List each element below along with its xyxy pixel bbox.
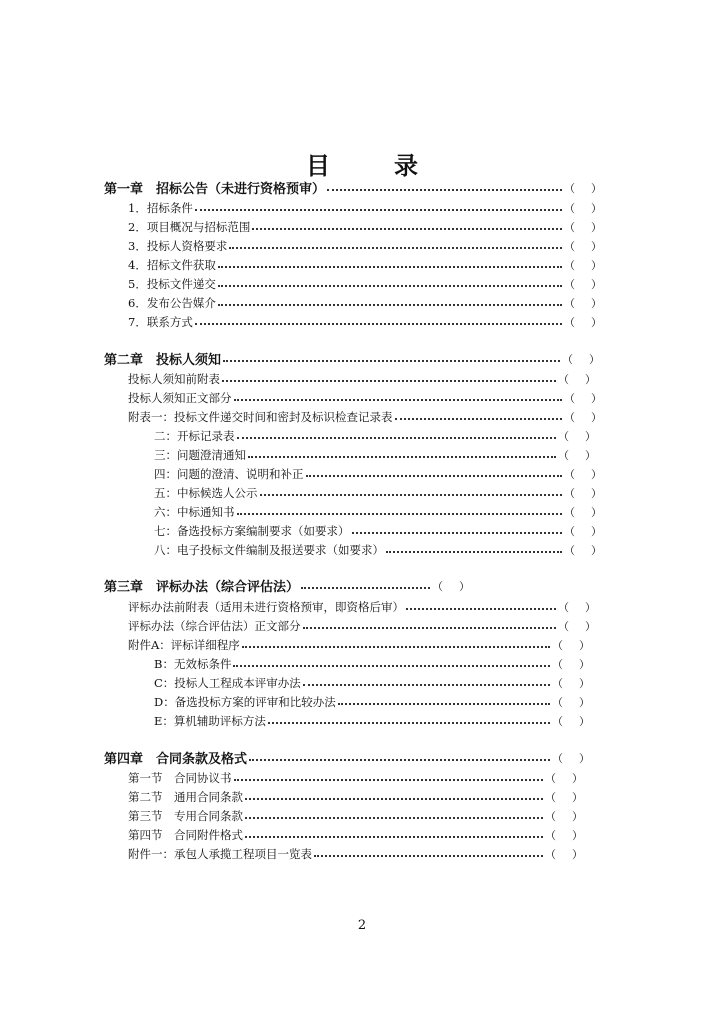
- page-number: 2: [357, 918, 367, 933]
- toc-entry-text: 3．投标人资格要求: [128, 238, 228, 253]
- toc-entry-text: 第三节 专用合同条款: [128, 808, 243, 823]
- toc-entry: 2．项目概况与招标范围 （ ）: [128, 219, 602, 234]
- toc-entry-text: 二：开标记录表: [154, 428, 235, 443]
- toc-entry: 7．联系方式 （ ）: [128, 314, 602, 329]
- toc-entry-text: 7．联系方式: [128, 314, 193, 329]
- toc-entry: 第二节 通用合同条款 （ ）: [128, 789, 583, 804]
- toc-entry: 三：问题澄清通知 （ ）: [154, 447, 596, 462]
- toc-entry-text: 投标人须知正文部分: [128, 390, 232, 405]
- toc-entry: 附表一：投标文件递交时间和密封及标识检查记录表 （ ）: [128, 409, 602, 424]
- toc-entry: 八：电子投标文件编制及报送要求（如要求） （ ）: [154, 542, 602, 557]
- toc-entry: 投标人须知前附表 （ ）: [128, 371, 596, 386]
- toc-entry-text: 八：电子投标文件编制及报送要求（如要求）: [154, 542, 384, 557]
- toc-chapter-2: 第二章 投标人须知 （ ）: [104, 349, 600, 368]
- toc-entry: 附件A：评标详细程序 （ ）: [128, 637, 590, 652]
- toc-entry-text: 4．招标文件获取: [128, 257, 216, 272]
- toc-entry-text: 投标人须知前附表: [128, 371, 220, 386]
- toc-entry: 投标人须知正文部分 （ ）: [128, 390, 602, 405]
- toc-entry-text: 第二节 通用合同条款: [128, 789, 243, 804]
- toc-entry: 评标办法（综合评估法）正文部分 （ ）: [128, 618, 596, 633]
- toc-entry: 七：备选投标方案编制要求（如要求） （ ）: [154, 523, 602, 538]
- toc-entry: 4．招标文件获取 （ ）: [128, 257, 602, 272]
- toc-entry-text: 5．投标文件递交: [128, 276, 216, 291]
- toc-entry-text: 第二章 投标人须知: [104, 353, 222, 368]
- toc-entry-text: D：备选投标方案的评审和比较办法: [154, 694, 336, 709]
- toc-entry-text: 评标办法（综合评估法）正文部分: [128, 618, 301, 633]
- toc-entry: 四：问题的澄清、说明和补正 （ ）: [154, 466, 602, 481]
- toc-entry-text: 附表一：投标文件递交时间和密封及标识检查记录表: [128, 409, 393, 424]
- toc-entry: 附件一：承包人承揽工程项目一览表 （ ）: [128, 846, 583, 861]
- toc-entry-text: 第一节 合同协议书: [128, 770, 232, 785]
- toc-entry: E：算机辅助评标方法 （ ）: [154, 713, 590, 728]
- toc-entry: 六：中标通知书 （ ）: [154, 504, 602, 519]
- page-title: 目 录: [306, 152, 438, 180]
- toc-chapter-3: 第三章 评标办法（综合评估法） （ ）: [104, 576, 470, 595]
- toc-entry-text: 四：问题的澄清、说明和补正: [154, 466, 304, 481]
- toc-entry-text: 2．项目概况与招标范围: [128, 219, 251, 234]
- toc-entry: 第四节 合同附件格式 （ ）: [128, 827, 583, 842]
- toc-entry-text: 五：中标候选人公示: [154, 485, 258, 500]
- toc-entry-text: C：投标人工程成本评审办法: [154, 675, 301, 690]
- toc-entry: 第三节 专用合同条款 （ ）: [128, 808, 583, 823]
- toc-entry-text: 第三章 评标办法（综合评估法）: [104, 580, 300, 595]
- toc-entry: B：无效标条件 （ ）: [154, 656, 590, 671]
- toc-entry-text: 附件一：承包人承揽工程项目一览表: [128, 846, 312, 861]
- toc-entry: 五：中标候选人公示 （ ）: [154, 485, 602, 500]
- toc-entry-text: 第一章 招标公告（未进行资格预审）: [104, 182, 326, 197]
- toc-entry: 1．招标条件 （ ）: [128, 200, 602, 215]
- toc-entry-text: 第四节 合同附件格式: [128, 827, 243, 842]
- toc-chapter-4: 第四章 合同条款及格式 （ ）: [104, 748, 590, 767]
- toc-entry: C：投标人工程成本评审办法 （ ）: [154, 675, 590, 690]
- toc-entry-text: 1．招标条件: [128, 200, 193, 215]
- toc-entry: D：备选投标方案的评审和比较办法 （ ）: [154, 694, 590, 709]
- toc-entry-text: 六：中标通知书: [154, 504, 235, 519]
- toc-entry: 5．投标文件递交 （ ）: [128, 276, 602, 291]
- toc-entry-text: 七：备选投标方案编制要求（如要求）: [154, 523, 350, 538]
- toc-entry: 6．发布公告媒介 （ ）: [128, 295, 602, 310]
- toc-entry: 第一节 合同协议书 （ ）: [128, 770, 583, 785]
- toc-entry-text: 第四章 合同条款及格式: [104, 752, 248, 767]
- toc-entry-text: B：无效标条件: [154, 656, 232, 671]
- toc-chapter-1: 第一章 招标公告（未进行资格预审） （ ）: [104, 178, 602, 197]
- toc-entry-text: 三：问题澄清通知: [154, 447, 246, 462]
- toc-entry: 二：开标记录表 （ ）: [154, 428, 596, 443]
- toc-entry: 评标办法前附表（适用未进行资格预审，即资格后审） （ ）: [128, 599, 596, 614]
- toc-entry: 3．投标人资格要求 （ ）: [128, 238, 602, 253]
- toc-entry-text: E：算机辅助评标方法: [154, 713, 266, 728]
- toc-entry-text: 6．发布公告媒介: [128, 295, 216, 310]
- toc-entry-text: 评标办法前附表（适用未进行资格预审，即资格后审）: [128, 599, 404, 614]
- toc-entry-text: 附件A：评标详细程序: [128, 637, 240, 652]
